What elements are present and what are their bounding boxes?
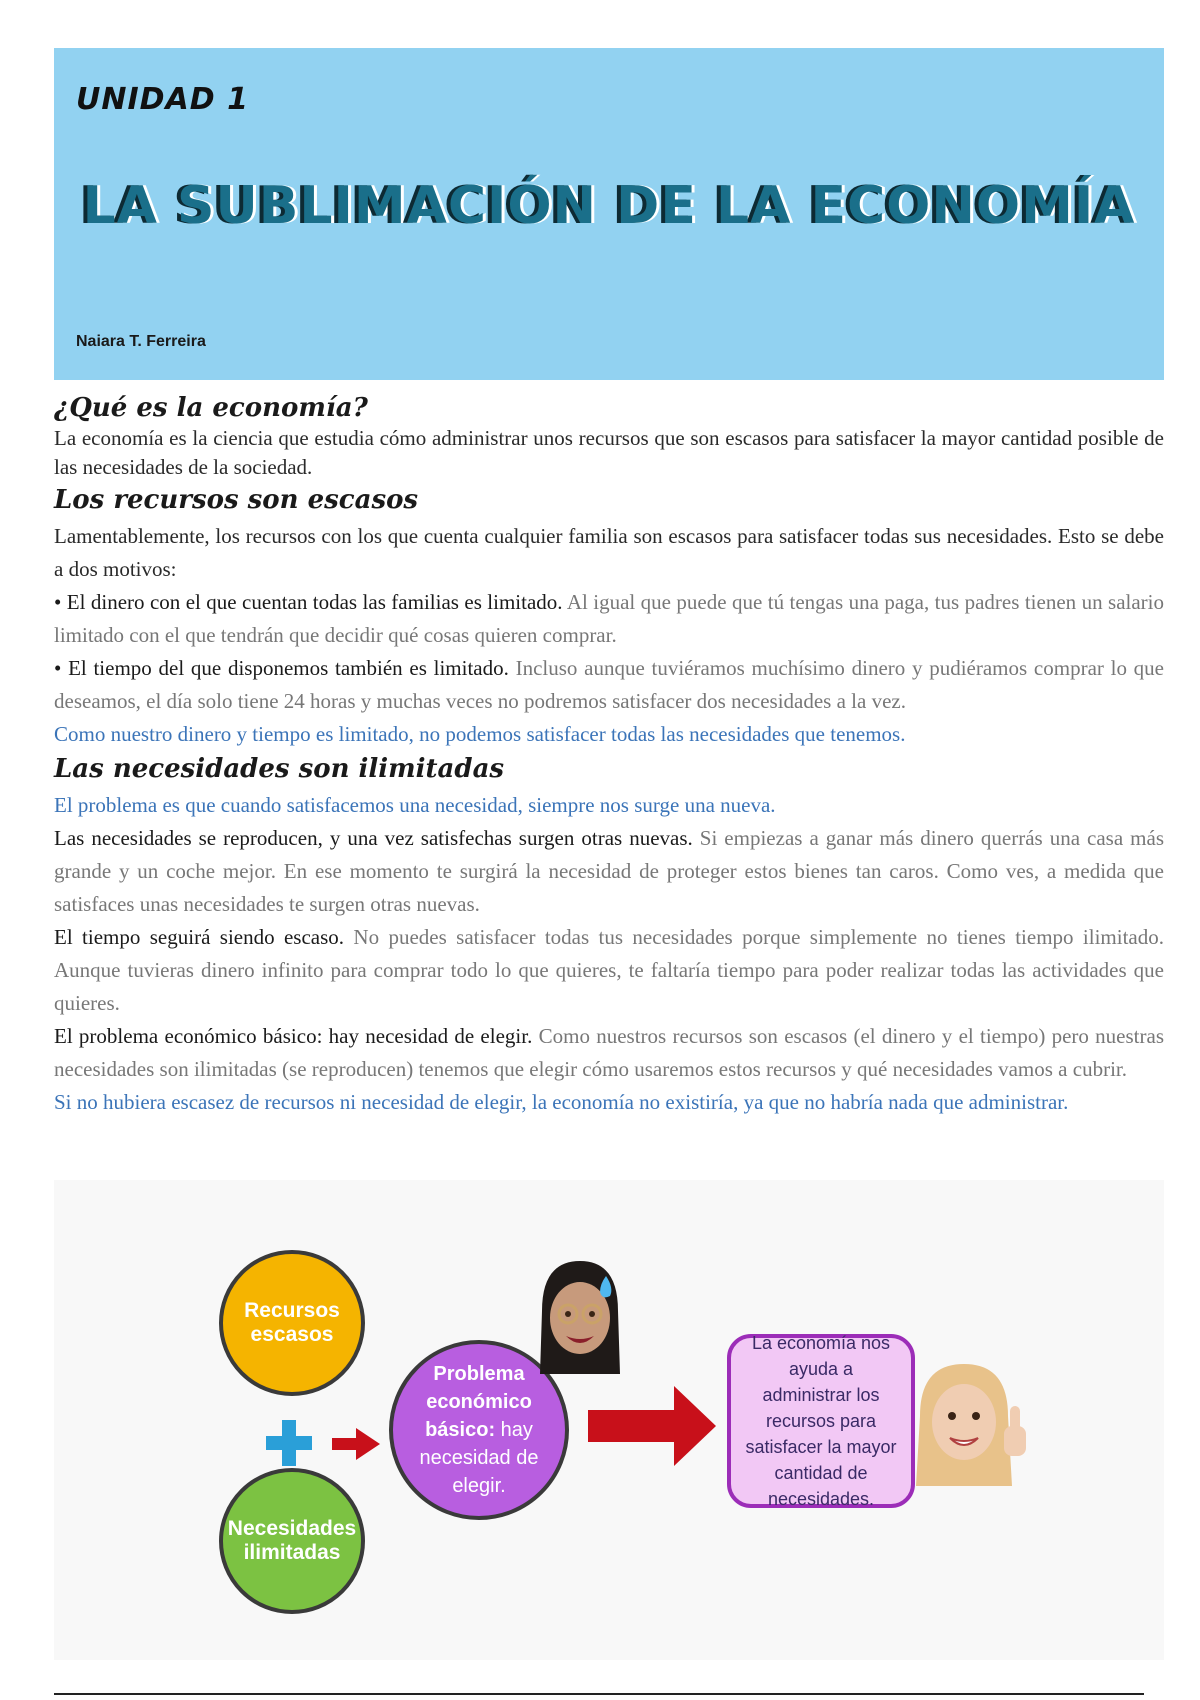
result-text: La economía nos ayuda a administrar los recursos para satisfacer la mayor cantidad de necesidades. [745,1333,897,1509]
needs-conclusion: Si no hubiera escasez de recursos ni necesidad de elegir, la economía no existiría, ya que no habría nada que administrar. [54,1090,1069,1114]
bottom-divider [54,1693,1144,1695]
paragraph-time-scarce [54,921,1164,1020]
basic-problem-detail: Como nuestros recursos son escasos (el dinero y el tiempo) pero nuestras necesidades son ilimitadas (se reproducen) tenemos que elegir cómo usaremos estos recursos y qué necesidades vamos a cubrir. [54,1024,1164,1081]
bullet-time-limited [54,652,1164,718]
heading-what-is-economy: ¿Qué es la economía? [54,393,368,423]
avatar-girl-blonde-thumbs-up [912,1356,1032,1492]
paragraph-basic-problem [54,1020,1164,1086]
paragraph-definition: La economía es la ciencia que estudia cómo administrar unos recursos que son escasos para satisfacer la mayor cantidad posible de las necesidades de la sociedad. [54,426,1164,479]
heading-unlimited-needs: Las necesidades son ilimitadas [54,754,505,784]
needs-reproduce-lead: Las necesidades se reproducen, y una vez satisfechas surgen otras nuevas. [54,826,693,850]
economy-diagram [54,1180,1164,1660]
paragraph-needs-reproduce [54,822,1164,921]
time-scarce-detail: No puedes satisfacer todas tus necesidades porque simplemente no tienes tiempo ilimitado. Aunque tuvieras dinero infinito para comprar todo lo que quieres, te faltaría tiempo para poder realizar todas las actividades que quieres. [54,925,1165,1015]
big-arrow-icon [588,1386,718,1466]
bullet-time-lead: • El tiempo del que disponemos también es limitado. [54,656,509,680]
small-arrow-icon [332,1424,382,1464]
bullet-time-detail: Incluso aunque tuviéramos muchísimo dinero y pudiéramos comprar lo que deseamos, el día solo tiene 24 horas y muchas veces no podremos satisfacer dos necesidades a la vez. [54,656,1164,713]
problem-text [411,1360,547,1500]
author-name: Naiara T. Ferreira [76,333,206,350]
needs-reproduce-detail: Si empiezas a ganar más dinero querrás una casa más grande y un coche mejor. En ese momento te surgirá la necesidad de proteger estos bienes tan caros. Como ves, a medida que satisfaces unas necesidades te surgen otras nuevas. [54,826,1164,916]
unit-label: UNIDAD 1 [76,82,249,117]
paragraph-scarce-intro: Lamentablemente, los recursos con los que cuenta cualquier familia son escasos para satisfacer todas sus necesidades. Esto se debe a dos motivos: [54,524,1164,581]
document-body [54,392,1164,1119]
problem-lead: Problema económico básico: [425,1363,532,1441]
scarce-conclusion: Como nuestro dinero y tiempo es limitado, no podemos satisfacer todas las necesidades que tenemos. [54,722,906,746]
avatar-girl-dark-hair [532,1256,628,1380]
heading-scarce-resources: Los recursos son escasos [54,485,419,515]
resources-label: Recursos escasos [244,1299,340,1346]
needs-circle [219,1468,365,1614]
bullet-money-lead: • El dinero con el que cuentan todas las familias es limitado. [54,590,563,614]
problem-detail: hay necesidad de elegir. [419,1419,539,1497]
header-banner [54,48,1164,380]
bullet-money-detail: Al igual que puede que tú tengas una paga, tus padres tienen un salario limitado con el que tendrán que decidir qué cosas quieren comprar. [54,590,1164,647]
result-box [727,1334,915,1508]
needs-label: Necesidades ilimitadas [227,1517,357,1564]
basic-problem-lead: El problema económico básico: hay necesidad de elegir. [54,1024,533,1048]
time-scarce-lead: El tiempo seguirá siendo escaso. [54,925,345,949]
plus-icon [266,1420,312,1466]
document-title: LA SUBLIMACIÓN DE LA ECONOMÍA [82,176,1136,236]
resources-circle [219,1250,365,1396]
bullet-money-limited [54,586,1164,652]
needs-intro: El problema es que cuando satisfacemos una necesidad, siempre nos surge una nueva. [54,793,776,817]
